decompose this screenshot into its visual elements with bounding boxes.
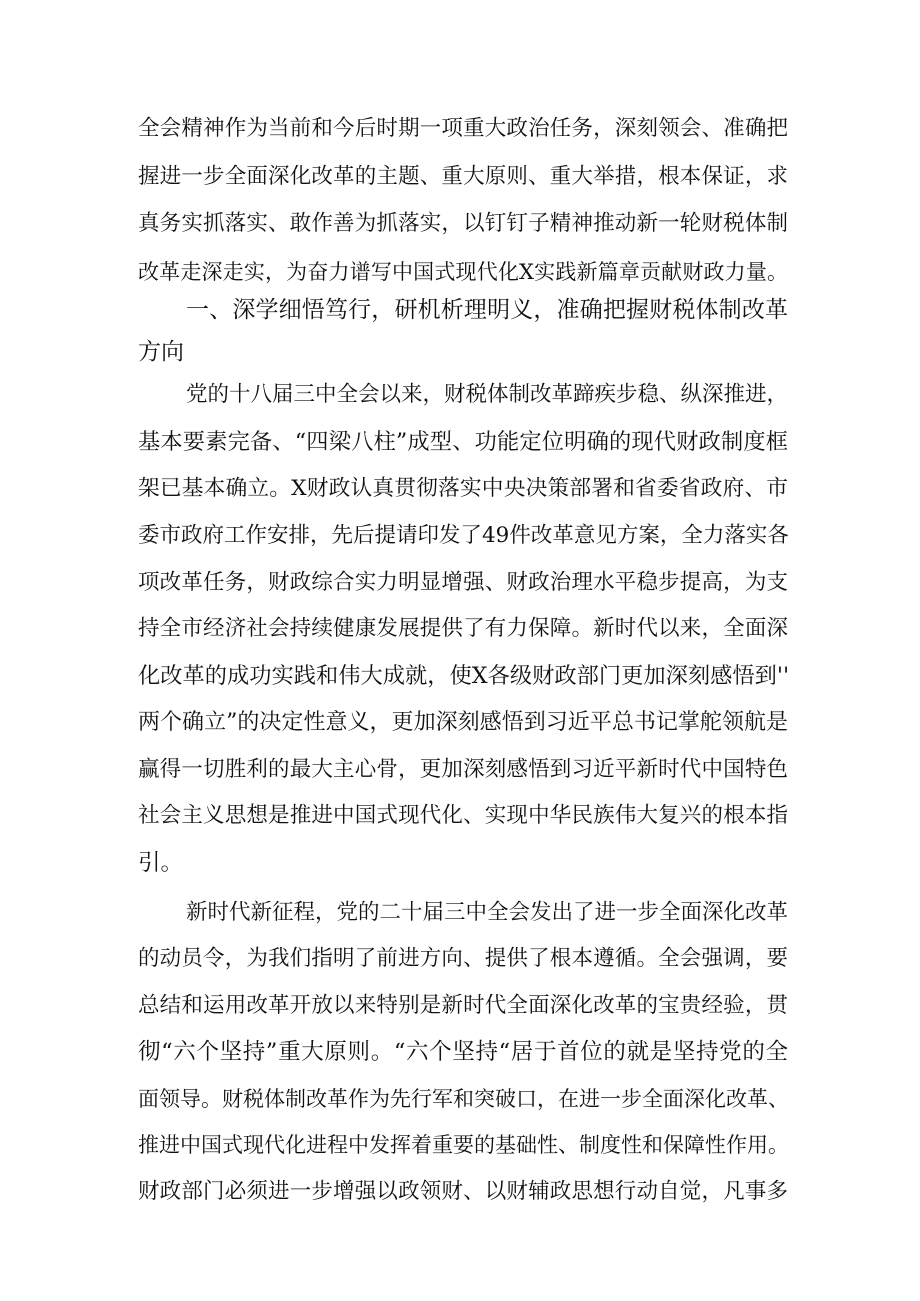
paragraph-line: 彻“六个坚持”重大原则。“六个坚持“居于首位的就是坚持党的全 (138, 1039, 788, 1065)
paragraph-line: 推进中国式现代化进程中发挥着重要的基础性、制度性和保障性作用。 (138, 1133, 789, 1157)
paragraph-line: 新时代新征程，党的二十届三中全会发出了进一步全面深化改革 (186, 900, 789, 925)
paragraph-line: 持全市经济社会持续健康发展提供了有力保障。新时代以来，全面深 (138, 616, 788, 641)
section-heading: 一、深学细悟笃行，研机析理明义，准确把握财税体制改革 (186, 297, 788, 323)
paragraph-line: 全会精神作为当前和今后时期一项重大政治任务，深刻领会、准确把 (138, 116, 788, 141)
paragraph-line: 委市政府工作安排，先后提请印发了49件改革意见方案，全力落实各 (138, 523, 789, 548)
paragraph-line: 改革走深走实，为奋力谱写中国式现代化X实践新篇章贡献财政力量。 (138, 260, 788, 284)
paragraph-line: 基本要素完备、“四梁八柱”成型、功能定位明确的现代财政制度框 (138, 429, 788, 455)
paragraph-line: 赢得一切胜利的最大主心骨，更加深刻感悟到习近平新时代中国特色 (138, 757, 788, 782)
paragraph-line: 财政部门必须进一步增强以政领财、以财辅政思想行动自觉，凡事多 (138, 1179, 788, 1204)
section-heading-continued: 方向 (138, 339, 184, 365)
paragraph-line: 真务实抓落实、敢作善为抓落实，以钉钉子精神推动新一轮财税体制 (138, 211, 788, 236)
paragraph-line: 架已基本确立。X财政认真贯彻落实中央决策部署和省委省政府、市 (138, 476, 788, 501)
paragraph-line: 化改革的成功实践和伟大成就，使X各级财政部门更加深刻感悟到'' (138, 663, 790, 689)
paragraph-line: 握进一步全面深化改革的主题、重大原则、重大举措，根本保证，求 (138, 164, 788, 189)
paragraph-line: 两个确立”的决定性意义，更加深刻感悟到习近平总书记掌舵领航是 (138, 710, 788, 735)
paragraph-line: 项改革任务，财政综合实力明显增强、财政治理水平稳步提高，为支 (138, 570, 788, 595)
paragraph-line: 的动员令，为我们指明了前进方向、提供了根本遵循。全会强调，要 (138, 946, 788, 971)
paragraph-line: 引。 (138, 850, 184, 876)
paragraph-line: 面领导。财税体制改革作为先行军和突破口，在进一步全面深化改革、 (138, 1087, 789, 1111)
paragraph-line: 总结和运用改革开放以来特别是新时代全面深化改革的宝贵经验，贯 (138, 993, 788, 1018)
paragraph-line: 党的十八届三中全会以来，财税体制改革蹄疾步稳、纵深推进， (186, 382, 789, 407)
paragraph-line: 社会主义思想是推进中国式现代化、实现中华民族伟大复兴的根本指 (138, 803, 788, 828)
